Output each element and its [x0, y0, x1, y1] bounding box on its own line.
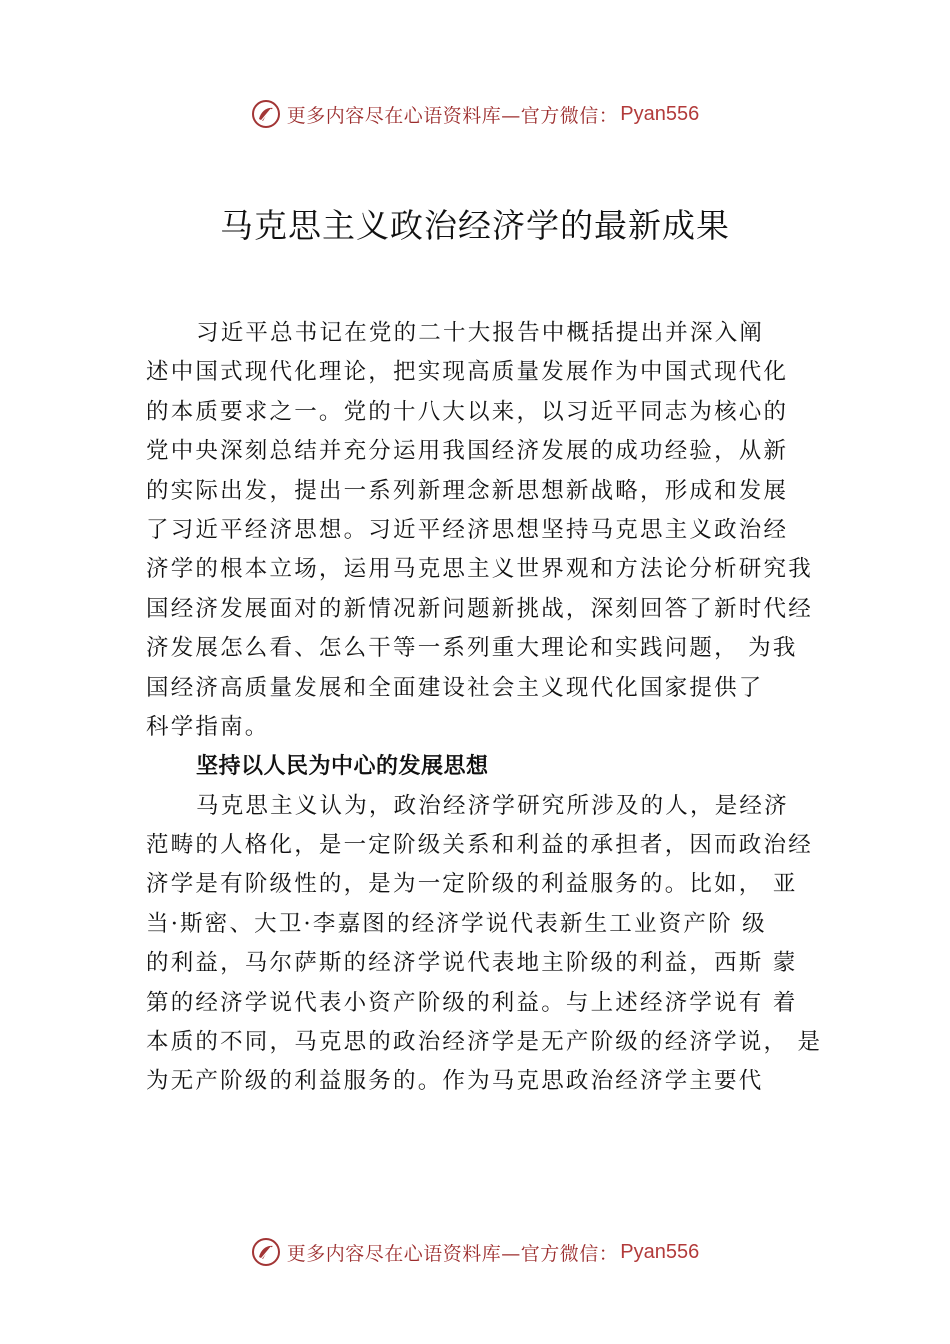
paragraph-2-line: 本质的不同，马克思的政治经济学是无产阶级的经济学说， 是	[146, 1029, 823, 1056]
paragraph-1-line: 国经济高质量发展和全面建设社会主义现代化国家提供了	[146, 674, 764, 701]
banner-text: 更多内容尽在心语资料库—官方微信：	[286, 1242, 619, 1265]
logo-icon	[251, 99, 281, 129]
paragraph-1-line: 济学的根本立场，运用马克思主义世界观和方法论分析研究我	[146, 556, 813, 583]
paragraph-2-line: 为无产阶级的利益服务的。作为马克思政治经济学主要代	[146, 1068, 764, 1095]
document-body	[146, 314, 836, 1102]
paragraph-1-line: 济发展怎么看、怎么干等一系列重大理论和实践问题， 为我	[146, 635, 798, 662]
header-banner	[0, 94, 950, 134]
paragraph-2-line: 济学是有阶级性的，是为一定阶级的利益服务的。比如， 亚	[146, 871, 798, 898]
paragraph-1-line: 习近平总书记在党的二十大报告中概括提出并深入阐	[196, 320, 765, 346]
paragraph-1-line: 党中央深刻总结并充分运用我国经济发展的成功经验，从新	[146, 438, 789, 465]
paragraph-1-line: 的本质要求之一。党的十八大以来，以习近平同志为核心的	[146, 398, 789, 425]
footer-banner	[0, 1232, 950, 1272]
section-heading: 坚持以人民为中心的发展思想	[196, 754, 489, 780]
paragraph-2-line: 范畴的人格化，是一定阶级关系和利益的承担者，因而政治经	[146, 832, 813, 859]
paragraph-2-line: 第的经济学说代表小资产阶级的利益。与上述经济学说有 着	[146, 989, 798, 1016]
banner-text: 更多内容尽在心语资料库—官方微信：	[286, 104, 619, 127]
paragraph-2-line: 当·斯密、大卫·李嘉图的经济学说代表新生工业资产阶 级	[146, 910, 767, 937]
paragraph-2-line: 的利益，马尔萨斯的经济学说代表地主阶级的利益，西斯 蒙	[146, 950, 798, 977]
paragraph-1-line: 国经济发展面对的新情况新问题新挑战，深刻回答了新时代经	[146, 595, 813, 622]
page-title: 马克思主义政治经济学的最新成果	[220, 206, 730, 245]
paragraph-1-line: 科学指南。	[146, 713, 270, 740]
paragraph-2-line: 马克思主义认为，政治经济学研究所涉及的人，是经济	[196, 792, 789, 819]
logo-icon	[251, 1237, 281, 1267]
banner-wechat-id: Pyan556	[620, 1240, 700, 1263]
paragraph-1-line: 了习近平经济思想。习近平经济思想坚持马克思主义政治经	[146, 516, 789, 543]
paragraph-1-line: 的实际出发，提出一系列新理念新思想新战略，形成和发展	[146, 477, 789, 504]
paragraph-1-line: 述中国式现代化理论，把实现高质量发展作为中国式现代化	[146, 359, 789, 386]
banner-wechat-id: Pyan556	[620, 102, 700, 125]
